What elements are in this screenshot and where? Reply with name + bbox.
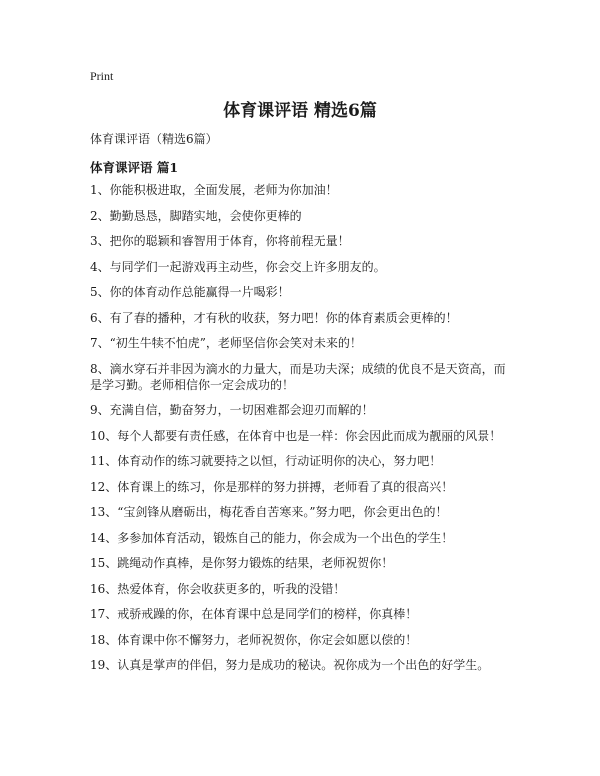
list-item: 3、把你的聪颖和睿智用于体育，你将前程无量！: [90, 234, 350, 248]
list-item: 12、体育课上的练习，你是那样的努力拼搏，老师看了真的很高兴！: [90, 479, 454, 494]
list-item: 16、热爱体育，你会收获更多的，听我的没错！: [90, 581, 346, 596]
list-item: 11、体育动作的练习就要持之以恒，行动证明你的决心，努力吧！: [90, 454, 442, 468]
print-link[interactable]: Print: [90, 69, 114, 83]
list-item: 1、你能积极进取，全面发展，老师为你加油！: [90, 183, 338, 197]
list-item: 9、充满自信，勤奋努力，一切困难都会迎刃而解的！: [90, 403, 374, 417]
list-item: 15、跳绳动作真棒，是你努力锻炼的结果，老师祝贺你！: [90, 556, 394, 570]
list-item: 13、“宝剑锋从磨砺出，梅花香自苦寒来。”努力吧，你会更出色的！: [90, 505, 448, 519]
list-item: 5、你的体育动作总能赢得一片喝彩！: [90, 285, 290, 299]
page-title: 体育课评语 精选6篇: [223, 101, 377, 121]
comment-list: [90, 182, 510, 683]
section-heading: 体育课评语 篇1: [90, 160, 179, 175]
list-item: 10、每个人都要有责任感，在体育中也是一样：你会因此而成为靓丽的风景！: [90, 428, 502, 443]
document-subtitle: 体育课评语（精选6篇）: [90, 132, 218, 146]
list-item: 4、与同学们一起游戏再主动些，你会交上许多朋友的。: [90, 259, 386, 274]
list-item: 14、多参加体育活动，锻炼自己的能力，你会成为一个出色的学生！: [90, 530, 454, 545]
list-item: 2、勤勤恳恳，脚踏实地，会使你更棒的: [90, 208, 302, 223]
list-item: 8、滴水穿石并非因为滴水的力量大，而是功夫深；成绩的优良不是天资高，而是学习勤。老师相信你一定会成功的！: [90, 361, 506, 392]
list-item: 7、“初生牛犊不怕虎”，老师坚信你会笑对未来的！: [90, 336, 362, 350]
list-item: 19、认真是掌声的伴侣，努力是成功的秘诀。祝你成为一个出色的好学生。: [90, 658, 490, 672]
list-item: 6、有了春的播种，才有秋的收获，努力吧！你的体育素质会更棒的！: [90, 310, 458, 325]
list-item: 18、体育课中你不懈努力，老师祝贺你，你定会如愿以偿的！: [90, 632, 418, 647]
list-item: 17、戒骄戒躁的你，在体育课中总是同学们的榜样，你真棒！: [90, 607, 418, 621]
